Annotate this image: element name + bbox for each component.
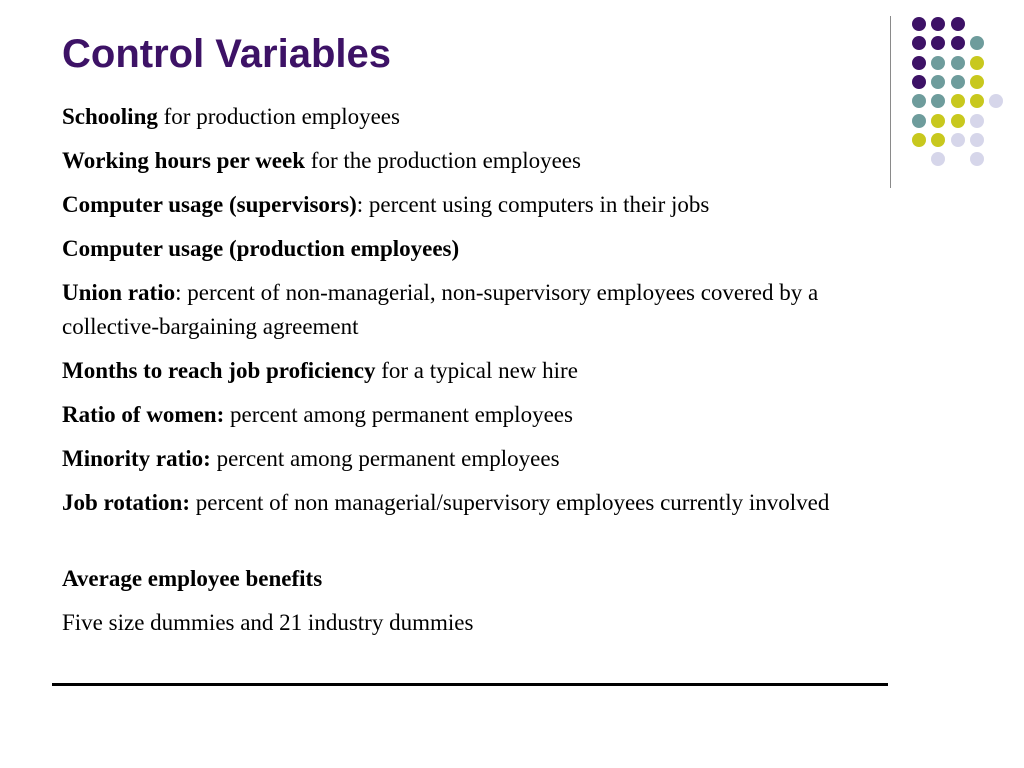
bullet-item	[62, 276, 882, 344]
decorative-dot	[951, 133, 965, 147]
item-term: Ratio of women:	[62, 402, 225, 427]
decorative-dot	[912, 94, 926, 108]
decorative-dot	[951, 75, 965, 89]
bullet-item	[62, 144, 882, 178]
item-term: Average employee benefits	[62, 566, 323, 591]
decorative-dot	[970, 133, 984, 147]
decorative-dot	[912, 36, 926, 50]
item-term: Computer usage (production employees)	[62, 236, 460, 261]
item-desc: Five size dummies and 21 industry dummies	[62, 610, 474, 635]
bullet-item	[62, 398, 882, 432]
item-term: Union ratio	[62, 280, 176, 305]
bullet-item	[62, 486, 882, 520]
bullet-item	[62, 100, 882, 134]
bullet-item	[62, 354, 882, 388]
item-term: Minority ratio:	[62, 446, 211, 471]
item-desc: percent among permanent employees	[210, 446, 560, 471]
decorative-dot	[951, 56, 965, 70]
slide-body	[62, 100, 882, 650]
item-desc: for a typical new hire	[375, 358, 578, 383]
item-desc: percent among permanent employees	[224, 402, 573, 427]
decorative-dot	[931, 17, 945, 31]
decorative-dot	[931, 133, 945, 147]
decorative-dot	[912, 114, 926, 128]
decorative-dot	[912, 75, 926, 89]
slide-title: Control Variables	[62, 32, 391, 76]
decorative-dot	[931, 36, 945, 50]
decorative-dot	[931, 152, 945, 166]
spacer	[62, 530, 882, 562]
decorative-dot	[951, 94, 965, 108]
decorative-dot	[931, 94, 945, 108]
decorative-dot	[970, 114, 984, 128]
decorative-dot	[970, 36, 984, 50]
item-desc: for production employees	[157, 104, 400, 129]
decorative-dot	[970, 94, 984, 108]
decorative-dot	[931, 56, 945, 70]
bullet-item	[62, 562, 882, 596]
bullet-item	[62, 442, 882, 476]
decorative-dot	[970, 56, 984, 70]
item-desc: percent of non managerial/supervisory employees currently involved	[190, 490, 830, 515]
item-term: Working hours per week	[62, 148, 306, 173]
bullet-item	[62, 606, 882, 640]
item-term: Months to reach job proficiency	[62, 358, 376, 383]
decorative-dot	[970, 152, 984, 166]
item-term: Schooling	[62, 104, 158, 129]
decorative-dot	[970, 75, 984, 89]
decorative-dot	[989, 94, 1003, 108]
decorative-dot	[951, 114, 965, 128]
decorative-dot	[912, 17, 926, 31]
item-desc: : percent of non-managerial, non-supervisory employees covered by a collective-bargaining agreement	[62, 280, 819, 339]
decorative-dot	[931, 75, 945, 89]
item-term: Computer usage (supervisors)	[62, 192, 357, 217]
bullet-item	[62, 188, 882, 222]
item-term: Job rotation:	[62, 490, 190, 515]
bottom-rule	[52, 683, 888, 686]
decorative-dot	[951, 36, 965, 50]
bullet-item	[62, 232, 882, 266]
decorative-dot	[912, 56, 926, 70]
item-desc: for the production employees	[305, 148, 581, 173]
decorative-dot	[931, 114, 945, 128]
decorative-dot	[951, 17, 965, 31]
item-desc: : percent using computers in their jobs	[356, 192, 710, 217]
decorative-dot	[912, 133, 926, 147]
